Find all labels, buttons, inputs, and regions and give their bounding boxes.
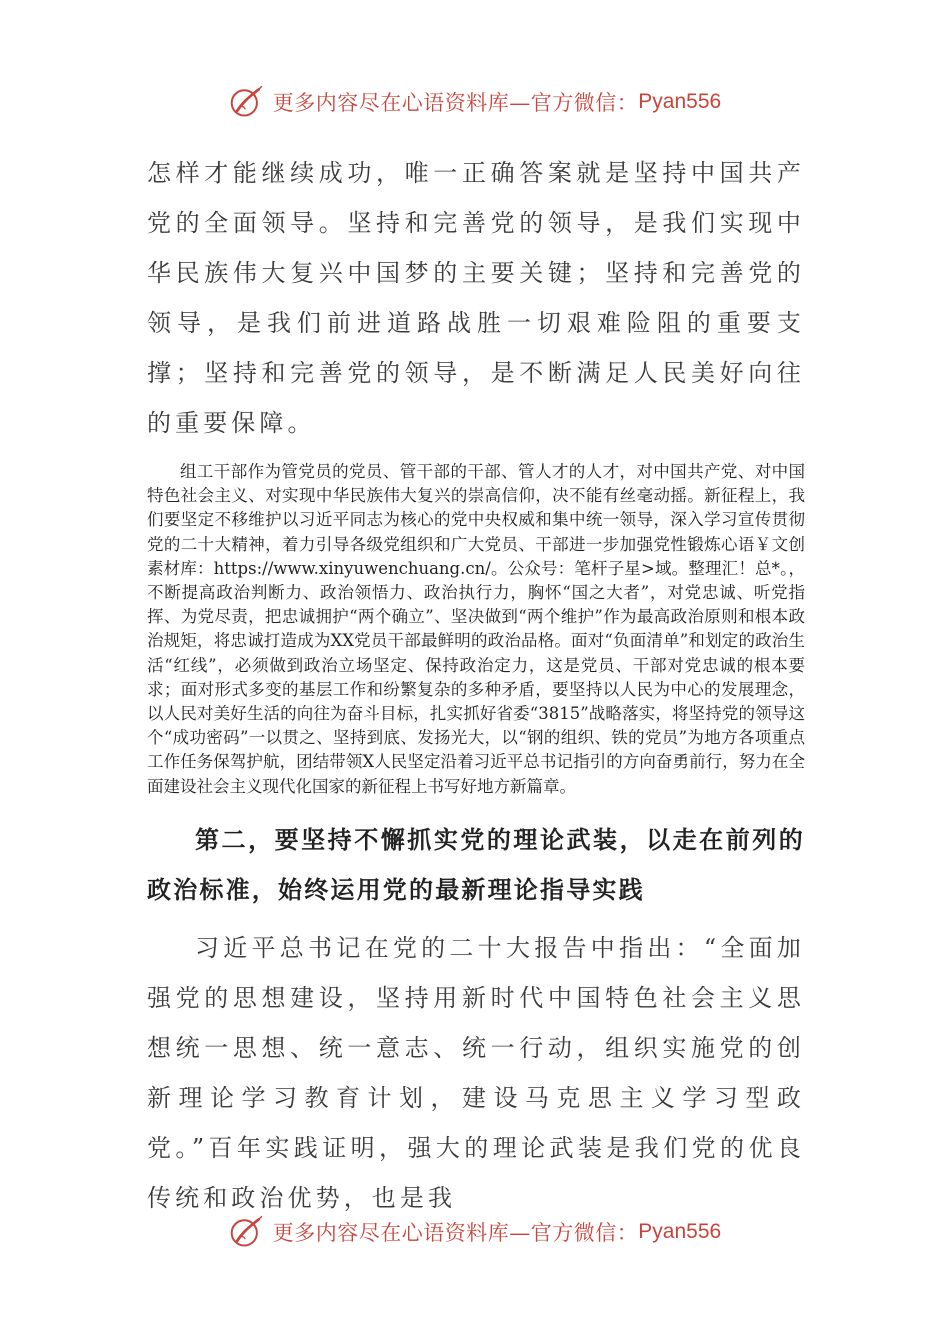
footer-banner-text: 更多内容尽在心语资料库—官方微信： [272, 1221, 639, 1245]
footer-banner [0, 1212, 950, 1252]
pen-logo-icon [229, 84, 265, 120]
pen-logo-icon [229, 1214, 265, 1250]
section-heading: 第二，要坚持不懈抓实党的理论武装，以走在前列的政治标准，始终运用党的最新理论指导实践 [147, 825, 805, 904]
footer-banner-wechat-id: Pyan556 [638, 1220, 722, 1243]
document-body [147, 148, 805, 1223]
paragraph-2: 组工干部作为管党员的党员、管干部的干部、管人才的人才，对中国共产党、对中国特色社会主义、对实现中华民族伟大复兴的崇高信仰，决不能有丝毫动摇。新征程上，我们要坚定不移维护以习近平同志为核心的党中央权威和集中统一领导，深入学习宣传贯彻党的二十大精神，着力引导各级党组织和广大党员、干部进一步加强党性锻炼心语￥文创素材库：https://www.xinyuwenchuang.cn/。公众号：笔杆子星>域。整理汇！总*。，不断提高政治判断力、政治领悟力、政治执行力，胸怀“国之大者”，对党忠诚、听党指挥、为党尽责，把忠诚拥护“两个确立”、坚决做到“两个维护”作为最高政治原则和根本政治规矩，将忠诚打造成为XX党员干部最鲜明的政治品格。面对“负面清单”和划定的政治生活“红线”，必须做到政治立场坚定、保持政治定力，这是党员、干部对党忠诚的根本要求；面对形式多变的基层工作和纷繁复杂的多种矛盾，要坚持以人民为中心的发展理念，以人民对美好生活的向往为奋斗目标，扎实抓好省委“3815”战略落实，将坚持党的领导这个“成功密码”一以贯之、坚持到底、发扬光大，以“钢的组织、铁的党员”为地方各项重点工作任务保驾护航，团结带领X人民坚定沿着习近平总书记指引的方向奋勇前行，努力在全面建设社会主义现代化国家的新征程上书写好地方新篇章。 [147, 462, 805, 796]
paragraph-1: 怎样才能继续成功，唯一正确答案就是坚持中国共产党的全面领导。坚持和完善党的领导，是我们实现中华民族伟大复兴中国梦的主要关键；坚持和完善党的领导，是我们前进道路战胜一切艰难险阻的重要支撑；坚持和完善党的领导，是不断满足人民美好向往的重要保障。 [147, 159, 805, 437]
header-banner [0, 82, 950, 122]
paragraph-3: 习近平总书记在党的二十大报告中指出：“全面加强党的思想建设，坚持用新时代中国特色社会主义思想统一思想、统一意志、统一行动，组织实施党的创新理论学习教育计划，建设马克思主义学习型政党。”百年实践证明，强大的理论武装是我们党的优良传统和政治优势，也是我 [147, 933, 805, 1212]
header-banner-wechat-id: Pyan556 [638, 90, 722, 113]
header-banner-text: 更多内容尽在心语资料库—官方微信： [272, 91, 639, 115]
